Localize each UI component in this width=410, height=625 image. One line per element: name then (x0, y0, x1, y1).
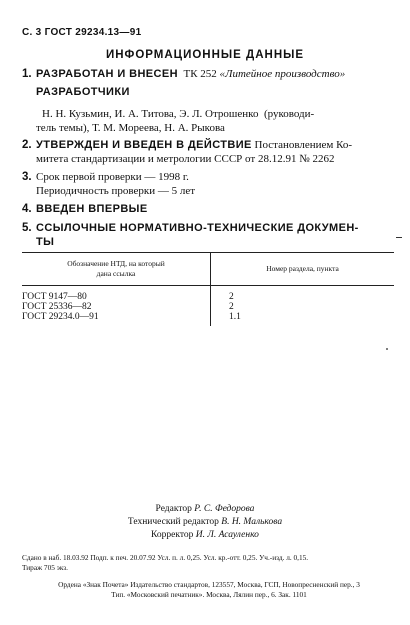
introduced-first-heading: ВВЕДЕН ВПЕРВЫЕ (36, 203, 148, 215)
doc-cell: ГОСТ 29234.0—91 (22, 312, 211, 326)
section-4 (22, 202, 394, 216)
section-1 (22, 67, 394, 135)
section-5-body (36, 221, 394, 249)
section-1-number: 1. (22, 68, 32, 80)
approval-line-1: Постановлением Ко- (254, 139, 353, 151)
references-heading-line-1: ССЫЛОЧНЫЕ НОРМАТИВНО-ТЕХНИЧЕСКИЕ ДОКУМЕН- (36, 222, 359, 234)
section-2-number: 2. (22, 139, 32, 151)
section-3-number: 3. (22, 171, 32, 183)
developer-names-1: Н. Н. Кузьмин, И. А. Титова, Э. Л. Отрошенко (42, 108, 259, 120)
publisher-line: Ордена «Знак Почета» Издательство стандартов, 123557, Москва, ГСП, Новопресненский пер., 3 (58, 580, 360, 589)
col-header-document: Обозначение НТД, на который дана ссылка (22, 253, 211, 286)
section-1-body (36, 67, 394, 135)
ref-cell: 2 (229, 302, 234, 312)
print-data-line-2: Тираж 705 экз. (22, 563, 68, 572)
references-table (22, 252, 394, 326)
tk-name: «Литейное производство» (219, 68, 346, 80)
section-5 (22, 221, 394, 249)
doc-cell: ГОСТ 9147—80 (22, 286, 211, 303)
developers-heading: РАЗРАБОТЧИКИ (36, 86, 130, 98)
section-2 (22, 138, 394, 166)
col-header-section: Номер раздела, пункта (211, 253, 395, 286)
margin-mark (396, 237, 402, 238)
section-title: ИНФОРМАЦИОННЫЕ ДАННЫЕ (105, 49, 305, 61)
approved-heading: УТВЕРЖДЕН И ВВЕДЕН В ДЕЙСТВИЕ (36, 139, 252, 151)
doc-cell: ГОСТ 25336—82 (22, 302, 211, 312)
table-row (22, 286, 394, 303)
developed-heading: РАЗРАБОТАН И ВНЕСЕН (36, 68, 178, 80)
developer-role-1: (руководи- (263, 108, 315, 120)
ref-cell: 2 (229, 292, 234, 302)
table-row (22, 302, 394, 312)
page-header: С. 3 ГОСТ 29234.13—91 (22, 27, 142, 38)
printer-line: Тип. «Московский печатник». Москва, Лялин пер., 6. Зак. 1101 (111, 590, 307, 599)
tech-editor-name: В. Н. Малькова (221, 517, 283, 527)
section-3-body (36, 170, 394, 198)
section-4-number: 4. (22, 203, 32, 215)
publisher-data (22, 580, 396, 600)
editor-label: Редактор (155, 504, 192, 514)
print-data (22, 553, 396, 573)
table-row (22, 312, 394, 326)
ref-cell: 1.1 (229, 312, 241, 322)
references-heading-line-2: ТЫ (36, 236, 55, 248)
developer-role-2: тель темы), (36, 122, 90, 134)
check-period: Периодичность проверки — 5 лет (36, 185, 196, 197)
section-5-number: 5. (22, 222, 32, 234)
section-2-body (36, 138, 394, 166)
print-data-line-1: Сдано в наб. 18.03.92 Подп. к печ. 20.07.92 Усл. п. л. 0,25. Усл. кр.-отт. 0,25. Уч.-изд. л. 0,15. (22, 553, 309, 562)
margin-dot (386, 348, 388, 350)
section-3 (22, 170, 394, 198)
editor-name: Р. С. Федорова (194, 504, 255, 514)
corrector-name: И. Л. Асауленко (195, 530, 259, 540)
approval-line-2: митета стандартизации и метрологии СССР от 28.12.91 № 2262 (36, 153, 335, 165)
tk-number: ТК 252 (183, 68, 217, 80)
developer-names-2: Т. М. Мореева, Н. А. Рыкова (92, 122, 225, 134)
first-check-term: Срок первой проверки — 1998 г. (36, 171, 189, 183)
editors-block (0, 503, 410, 542)
tech-editor-label: Технический редактор (127, 517, 219, 527)
corrector-label: Корректор (151, 530, 194, 540)
